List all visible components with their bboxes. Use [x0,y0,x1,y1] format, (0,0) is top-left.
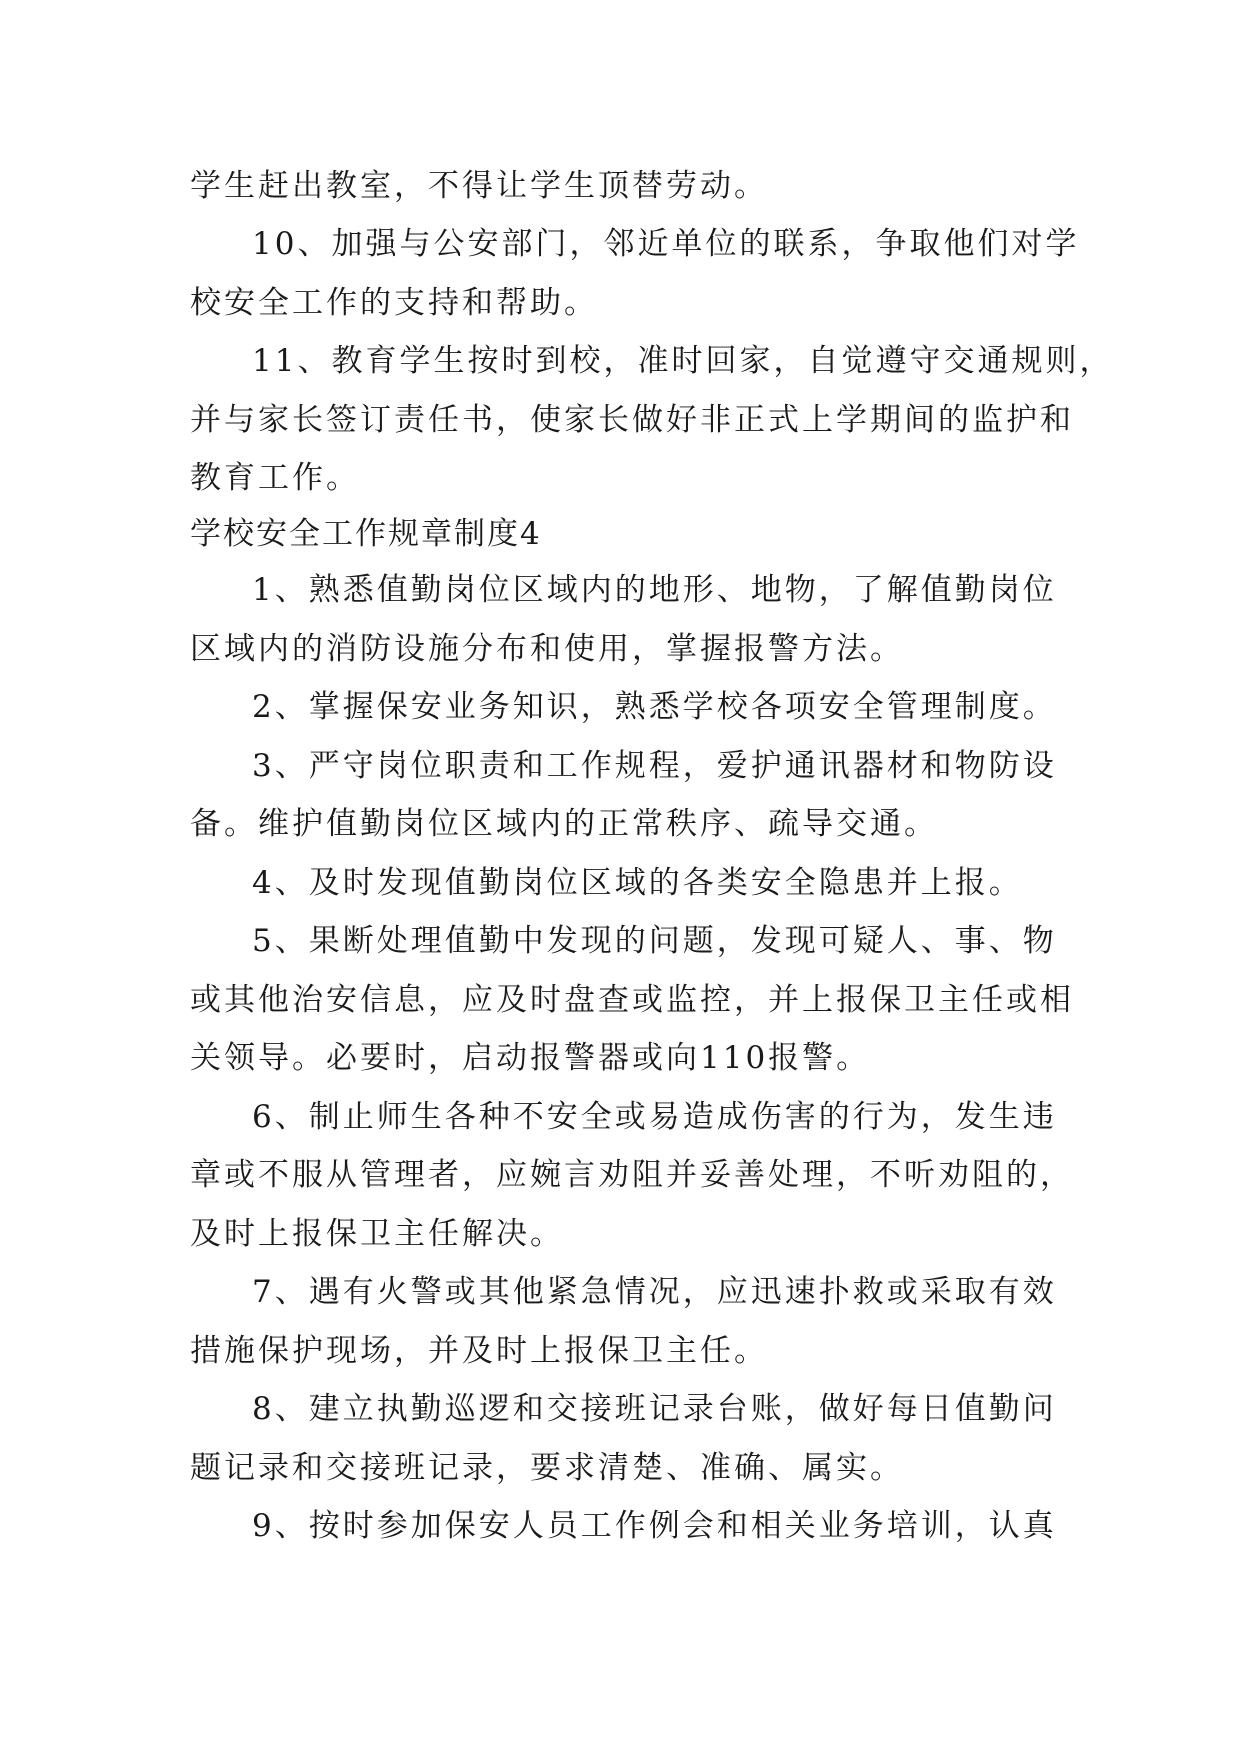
text-line: 1、熟悉值勤岗位区域内的地形、地物，了解值勤岗位 [252,572,1057,608]
text-line: 3、严守岗位职责和工作规程，爱护通讯器材和物防设 [252,748,1057,784]
section-heading: 学校安全工作规章制度4 [190,516,542,552]
text-line: 题记录和交接班记录，要求清楚、准确、属实。 [190,1450,904,1486]
text-line: 关领导。必要时，启动报警器或向110报警。 [190,1040,871,1076]
text-line: 学生赶出教室，不得让学生顶替劳动。 [190,168,768,204]
text-line: 并与家长签订责任书，使家长做好非正式上学期间的监护和 [190,402,1074,438]
text-line: 6、制止师生各种不安全或易造成伤害的行为，发生违 [252,1099,1057,1135]
text-line: 章或不服从管理者，应婉言劝阻并妥善处理，不听劝阻的， [190,1157,1074,1193]
text-line: 9、按时参加保安人员工作例会和相关业务培训，认真 [252,1508,1057,1544]
text-line: 7、遇有火警或其他紧急情况，应迅速扑救或采取有效 [252,1274,1057,1310]
text-line: 8、建立执勤巡逻和交接班记录台账，做好每日值勤问 [252,1391,1057,1427]
text-line: 11、教育学生按时到校，准时回家，自觉遵守交通规则， [252,343,1114,379]
text-line: 4、及时发现值勤岗位区域的各类安全隐患并上报。 [252,865,1023,901]
text-line: 5、果断处理值勤中发现的问题，发现可疑人、事、物 [252,923,1057,959]
text-line: 10、加强与公安部门，邻近单位的联系，争取他们对学 [252,226,1080,262]
text-line: 教育工作。 [190,460,360,496]
text-line: 区域内的消防设施分布和使用，掌握报警方法。 [190,631,904,667]
text-line: 校安全工作的支持和帮助。 [190,285,598,321]
text-line: 备。维护值勤岗位区域内的正常秩序、疏导交通。 [190,806,938,842]
text-line: 措施保护现场，并及时上报保卫主任。 [190,1333,768,1369]
text-line: 2、掌握保安业务知识，熟悉学校各项安全管理制度。 [252,689,1057,725]
text-line: 或其他治安信息，应及时盘查或监控，并上报保卫主任或相 [190,982,1074,1018]
text-line: 及时上报保卫主任解决。 [190,1216,564,1252]
